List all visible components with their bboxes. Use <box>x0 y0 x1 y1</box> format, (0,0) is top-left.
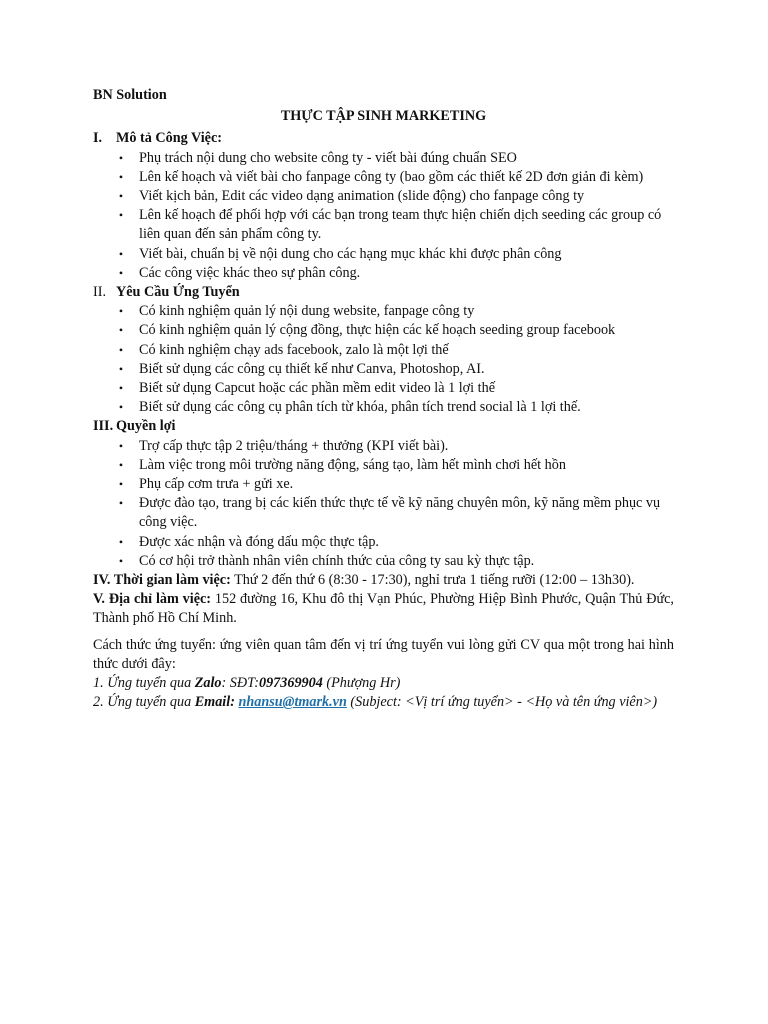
bullet-icon: • <box>118 304 124 319</box>
bullet-icon: • <box>118 265 124 280</box>
bullet-list <box>93 149 674 283</box>
bullet-icon: • <box>118 150 124 165</box>
list-item: • Có kinh nghiệm quản lý nội dung website, fanpage công ty <box>93 302 674 321</box>
bullet-icon: • <box>118 246 124 261</box>
list-item: • Biết sử dụng các công cụ phân tích từ khóa, phân tích trend social là 1 lợi thế. <box>93 398 674 417</box>
bullet-list <box>93 437 674 571</box>
address-label: V. Địa chỉ làm việc: <box>93 591 212 608</box>
list-item: • Có kinh nghiệm quản lý cộng đồng, thực hiện các kế hoạch seeding group facebook <box>93 321 674 340</box>
section-heading <box>93 417 674 436</box>
bullet-icon: • <box>118 534 124 549</box>
list-item: • Các công việc khác theo sự phân công. <box>93 264 674 283</box>
email-label: Email: <box>194 694 235 711</box>
bullet-icon: • <box>118 496 124 511</box>
section-numeral: II. <box>93 284 106 301</box>
section-numeral: I. <box>93 130 103 147</box>
list-item: • Phụ cấp cơm trưa + gửi xe. <box>93 475 674 494</box>
bullet-icon: • <box>118 477 124 492</box>
section-job-description <box>93 129 674 283</box>
section-work-time <box>93 571 674 590</box>
job-title: THỰC TẬP SINH MARKETING <box>280 108 487 125</box>
bullet-icon: • <box>118 553 124 568</box>
list-item: • Viết bài, chuẩn bị về nội dung cho các hạng mục khác khi được phân công <box>93 245 674 264</box>
bullet-icon: • <box>118 342 124 357</box>
bullet-icon: • <box>118 189 124 204</box>
bullet-icon: • <box>118 323 124 338</box>
list-item: • Lên kế hoạch và viết bài cho fanpage công ty (bao gồm các thiết kế 2D đơn giản đi kèm) <box>93 168 674 187</box>
bullet-list <box>93 302 674 417</box>
list-item: • Có kinh nghiệm chạy ads facebook, zalo là một lợi thế <box>93 341 674 360</box>
work-time-text: Thứ 2 đến thứ 6 (8:30 - 17:30), nghỉ trưa 1 tiếng rưỡi (12:00 – 13h30). <box>230 572 635 589</box>
list-item: • Lên kế hoạch để phối hợp với các bạn trong team thực hiện chiến dịch seeding các group có liên quan đến sản phẩm công ty. <box>93 206 674 244</box>
section-heading <box>93 283 674 302</box>
bullet-icon: • <box>118 361 124 376</box>
bullet-icon: • <box>118 457 124 472</box>
list-item: • Có cơ hội trở thành nhân viên chính thức của công ty sau kỳ thực tập. <box>93 552 674 571</box>
zalo-phone[interactable]: 097369904 <box>258 675 323 692</box>
bullet-icon: • <box>118 400 124 415</box>
list-item: • Biết sử dụng Capcut hoặc các phần mềm edit video là 1 lợi thế <box>93 379 674 398</box>
section-requirements <box>93 283 674 417</box>
zalo-label: Zalo <box>194 675 222 692</box>
section-address <box>93 590 674 628</box>
bullet-icon: • <box>118 208 124 223</box>
section-title: Yêu Cầu Ứng Tuyển <box>116 284 240 301</box>
company-name: BN Solution <box>93 87 167 103</box>
section-heading <box>93 129 674 148</box>
address-text: 152 đường 16, Khu đô thị Vạn Phúc, Phường Hiệp Bình Phước, Quận Thủ Đức, Thành phố Hồ Chí Minh. <box>93 591 674 627</box>
list-item: • Viết kịch bản, Edit các video dạng animation (slide động) cho fanpage công ty <box>93 187 674 206</box>
section-numeral: III. <box>93 418 114 435</box>
apply-email: 2. Ứng tuyển qua Email: nhansu@tmark.vn (Subject: <Vị trí ứng tuyển> - <Họ và tên ứng viên>) <box>93 694 658 711</box>
bullet-icon: • <box>118 381 124 396</box>
list-item: • Trợ cấp thực tập 2 triệu/tháng + thưởng (KPI viết bài). <box>93 437 674 456</box>
list-item: • Biết sử dụng các công cụ thiết kế như Canva, Photoshop, AI. <box>93 360 674 379</box>
apply-zalo: 1. Ứng tuyển qua Zalo: SĐT:097369904 (Phượng Hr) <box>93 675 401 692</box>
bullet-icon: • <box>118 169 124 184</box>
list-item: • Phụ trách nội dung cho website công ty - viết bài đúng chuẩn SEO <box>93 149 674 168</box>
apply-intro: Cách thức ứng tuyển: ứng viên quan tâm đến vị trí ứng tuyển vui lòng gửi CV qua một trong hai hình thức dưới đây: <box>93 636 674 672</box>
email-link[interactable]: nhansu@tmark.vn <box>238 694 347 711</box>
bullet-icon: • <box>118 438 124 453</box>
list-item: • Làm việc trong môi trường năng động, sáng tạo, làm hết mình chơi hết hồn <box>93 456 674 475</box>
list-item: • Được xác nhận và đóng dấu mộc thực tập. <box>93 533 674 552</box>
section-title: Quyền lợi <box>116 418 176 435</box>
section-title: Mô tả Công Việc: <box>116 130 222 147</box>
list-item: • Được đào tạo, trang bị các kiến thức thực tế về kỹ năng chuyên môn, kỹ năng mềm phục vụ công việc. <box>93 494 674 532</box>
work-time-label: IV. Thời gian làm việc: <box>93 572 231 589</box>
document-page <box>93 86 674 713</box>
section-benefits <box>93 417 674 571</box>
